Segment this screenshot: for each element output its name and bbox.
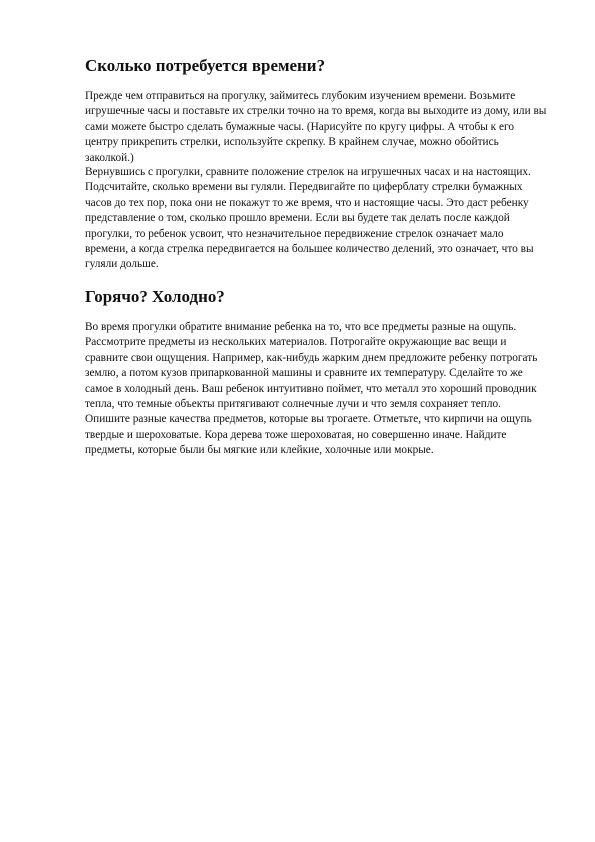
paragraph-clock-preparation: Прежде чем отправиться на прогулку, займитесь глубоким изучением времени. Возьмите игрушечные часы и поставьте их стрелки точно на то время, когда вы выходите из дому, или вы сами можете быстро сделать бумажные часы. (Нарисуйте по кругу цифры. А чтобы к его центру прикрепить стрелки, используйте скрепку. В крайнем случае, можно обойтись заколкой.) <box>85 90 547 164</box>
section-heading-hot-cold: Горячо? Холодно? <box>85 287 225 306</box>
paragraph-after-walk: Вернувшись с прогулки, сравните положение стрелок на игрушечных часах и на настоящих. Подсчитайте, сколько времени вы гуляли. Передвигайте по циферблату стрелки бумажных часов до тех пор, пока они не покажут то же время, что и настоящие часы. Это даст ребенку представление о том, сколько прошло времени. Если вы будете так делать после каждой прогулки, то ребенок усвоит, что незначительное передвижение стрелок означает мало времени, а когда стрелка передвигается на большее количество делений, это означает, что вы гуляли дольше. <box>85 166 534 271</box>
section-heading-time: Сколько потребуется времени? <box>85 56 326 75</box>
paragraph-touch-materials: Во время прогулки обратите внимание ребенка на то, что все предметы разные на ощупь. Рассмотрите предметы из нескольких материалов. Потрогайте окружающие вас вещи и сравните свои ощущения. Например, как-нибудь жарким днем предложите ребенку потрогать землю, а потом кузов припаркованной машины и сравните их температуру. Сделайте то же самое в холодный день. Ваш ребенок интуитивно поймет, что металл это хороший проводник тепла, что темные объекты притягивают солнечные лучи и что земля сохраняет тепло. Опишите разные качества предметов, которые вы трогаете. Отметьте, что кирпичи на ощупь твердые и шероховатые. Кора дерева тоже шероховатая, но совершенно иначе. Найдите предметы, которые были бы мягкие или клейкие, холочные или мокрые. <box>85 321 538 457</box>
